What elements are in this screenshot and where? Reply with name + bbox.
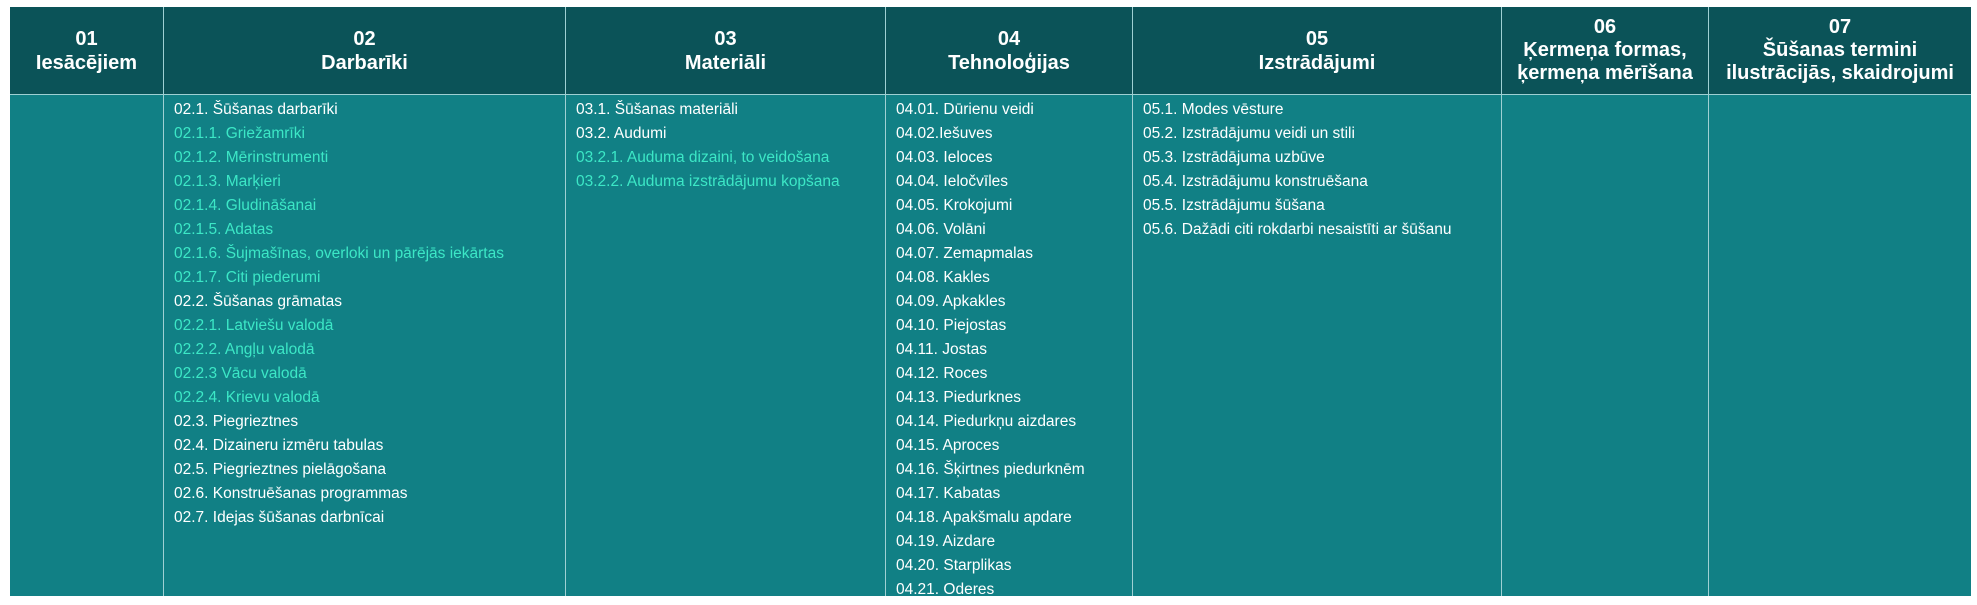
menu-item[interactable]: 04.07. Zemapmalas — [896, 245, 1033, 262]
column-body — [1133, 95, 1501, 596]
column-header[interactable] — [164, 7, 565, 95]
column-title: Tehnoloģijas — [948, 51, 1070, 74]
menu-list — [566, 95, 885, 194]
column-title-line-2: ķermeņa mērīšana — [1517, 62, 1693, 84]
column-materials — [565, 7, 885, 596]
menu-item[interactable]: 04.13. Piedurknes — [896, 389, 1021, 406]
menu-item[interactable]: 03.2. Audumi — [576, 125, 667, 142]
submenu-item[interactable]: 02.1.7. Citi piederumi — [174, 269, 321, 286]
submenu-item[interactable]: 03.2.1. Auduma dizaini, to veidošana — [576, 149, 830, 166]
submenu-item[interactable]: 02.1.5. Adatas — [174, 221, 274, 238]
column-sewing-terms — [1708, 7, 1971, 596]
menu-item[interactable]: 04.04. Ieločvīles — [896, 173, 1009, 190]
column-body — [10, 95, 163, 596]
column-beginners — [10, 7, 163, 596]
column-number: 01 — [75, 27, 98, 50]
column-number: 03 — [714, 27, 737, 50]
menu-item[interactable]: 04.11. Jostas — [896, 341, 988, 358]
column-title: Šūšanas termini — [1762, 39, 1918, 61]
column-number: 02 — [353, 27, 376, 50]
menu-item[interactable]: 02.5. Piegrieztnes pielāgošana — [174, 461, 386, 478]
menu-item[interactable]: 04.19. Aizdare — [896, 533, 996, 550]
column-title: Ķermeņa formas, — [1523, 39, 1687, 61]
column-title: Materiāli — [684, 51, 767, 74]
column-title: Darbarīki — [321, 51, 408, 74]
category-menu — [10, 7, 1971, 596]
menu-item[interactable]: 02.3. Piegrieztnes — [174, 413, 299, 430]
menu-item[interactable]: 04.14. Piedurkņu aizdares — [896, 413, 1077, 430]
menu-item[interactable]: 04.02.Iešuves — [896, 125, 993, 142]
menu-item[interactable]: 05.3. Izstrādājuma uzbūve — [1143, 149, 1325, 166]
menu-list — [164, 95, 565, 530]
submenu-item[interactable]: 02.2.1. Latviešu valodā — [174, 317, 334, 334]
submenu-item[interactable]: 02.1.2. Mērinstrumenti — [174, 149, 329, 166]
menu-item[interactable]: 04.20. Starplikas — [896, 557, 1012, 574]
column-header[interactable] — [1133, 7, 1501, 95]
column-header[interactable] — [10, 7, 163, 95]
column-number: 06 — [1593, 16, 1617, 38]
menu-item[interactable]: 03.1. Šūšanas materiāli — [576, 101, 738, 118]
menu-item[interactable]: 04.17. Kabatas — [896, 485, 1001, 502]
menu-item[interactable]: 05.5. Izstrādājumu šūšana — [1143, 197, 1325, 214]
menu-item[interactable]: 02.7. Idejas šūšanas darbnīcai — [174, 509, 385, 526]
menu-item[interactable]: 04.09. Apkakles — [896, 293, 1006, 310]
submenu-item[interactable]: 02.1.4. Gludināšanai — [174, 197, 317, 214]
column-header[interactable] — [1502, 7, 1708, 95]
menu-item[interactable]: 02.1. Šūšanas darbarīki — [174, 101, 338, 118]
column-number: 04 — [997, 27, 1021, 50]
menu-item[interactable]: 04.06. Volāni — [896, 221, 986, 238]
column-title: Izstrādājumi — [1258, 51, 1376, 74]
menu-item[interactable]: 02.4. Dizaineru izmēru tabulas — [174, 437, 384, 454]
menu-item[interactable]: 04.05. Krokojumi — [896, 197, 1013, 214]
column-title-line-2: ilustrācijās, skaidrojumi — [1726, 62, 1954, 84]
submenu-item[interactable]: 02.1.6. Šujmašīnas, overloki un pārējās iekārtas — [174, 245, 504, 262]
submenu-item[interactable]: 02.2.3 Vācu valodā — [174, 365, 307, 382]
column-body — [566, 95, 885, 596]
column-body — [886, 95, 1132, 596]
menu-item[interactable]: 05.2. Izstrādājumu veidi un stili — [1143, 125, 1355, 142]
menu-item[interactable]: 04.21. Oderes — [896, 581, 995, 598]
submenu-item[interactable]: 02.1.1. Griežamrīki — [174, 125, 305, 142]
column-number: 05 — [1305, 27, 1329, 50]
menu-item[interactable]: 05.4. Izstrādājumu konstruēšana — [1143, 173, 1368, 190]
column-title: Iesācējiem — [35, 51, 138, 74]
column-body — [1502, 95, 1708, 596]
column-products — [1132, 7, 1501, 596]
menu-item[interactable]: 02.2. Šūšanas grāmatas — [174, 293, 343, 310]
column-header[interactable] — [566, 7, 885, 95]
menu-list — [1133, 95, 1501, 242]
submenu-item[interactable]: 02.1.3. Marķieri — [174, 173, 281, 190]
column-tools — [163, 7, 565, 596]
column-number: 07 — [1828, 16, 1852, 38]
column-body — [1709, 95, 1971, 596]
menu-item[interactable]: 04.03. Ieloces — [896, 149, 993, 166]
menu-item[interactable]: 05.6. Dažādi citi rokdarbi nesaistīti ar šūšanu — [1143, 221, 1452, 238]
menu-item[interactable]: 02.6. Konstruēšanas programmas — [174, 485, 408, 502]
menu-item[interactable]: 04.10. Piejostas — [896, 317, 1007, 334]
menu-item[interactable]: 04.01. Dūrienu veidi — [896, 101, 1034, 118]
menu-list — [886, 95, 1132, 602]
column-technologies — [885, 7, 1132, 596]
column-header[interactable] — [1709, 7, 1971, 95]
column-header[interactable] — [886, 7, 1132, 95]
menu-item[interactable]: 04.12. Roces — [896, 365, 988, 382]
submenu-item[interactable]: 02.2.2. Angļu valodā — [174, 341, 315, 358]
menu-item[interactable]: 04.08. Kakles — [896, 269, 990, 286]
submenu-item[interactable]: 03.2.2. Auduma izstrādājumu kopšana — [576, 173, 840, 190]
column-body-shapes — [1501, 7, 1708, 596]
menu-item[interactable]: 04.16. Šķirtnes piedurknēm — [896, 461, 1085, 478]
menu-item[interactable]: 04.15. Aproces — [896, 437, 1000, 454]
column-body — [164, 95, 565, 596]
submenu-item[interactable]: 02.2.4. Krievu valodā — [174, 389, 320, 406]
menu-item[interactable]: 04.18. Apakšmalu apdare — [896, 509, 1072, 526]
menu-item[interactable]: 05.1. Modes vēsture — [1143, 101, 1284, 118]
